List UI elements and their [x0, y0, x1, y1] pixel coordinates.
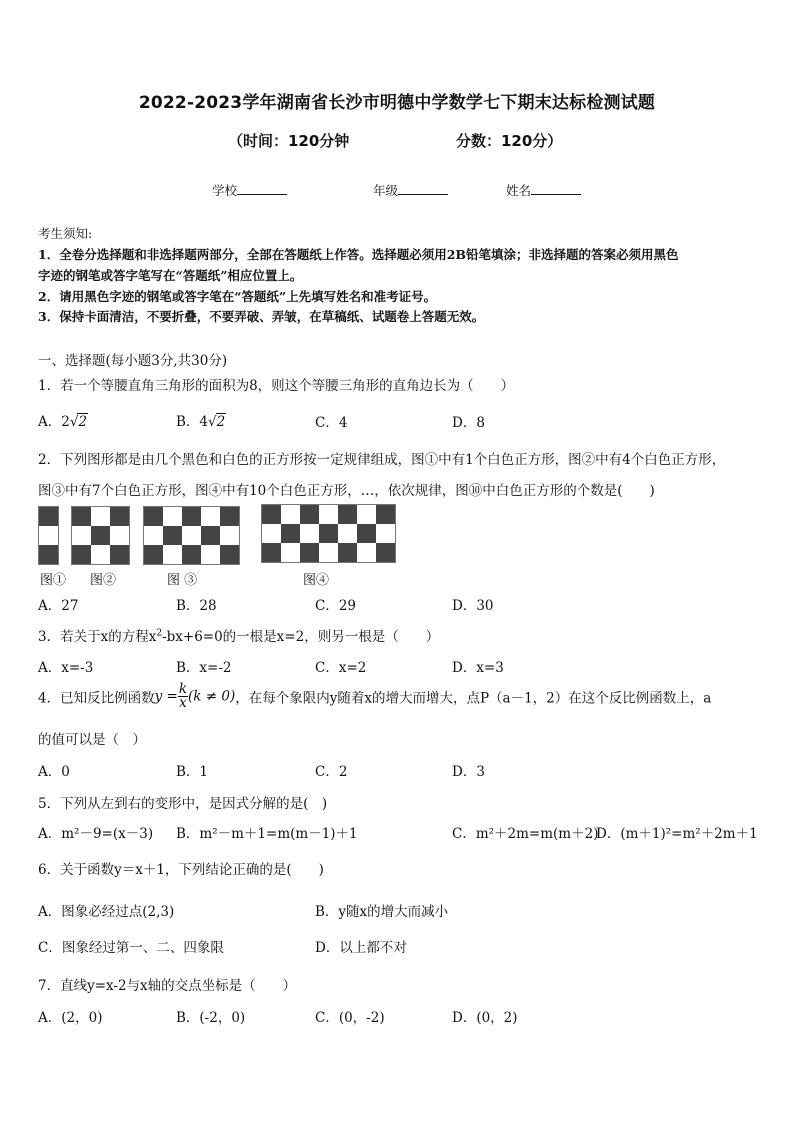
white-square — [220, 526, 239, 545]
q4-y: y = — [154, 688, 178, 705]
black-square — [182, 507, 201, 526]
white-square — [163, 507, 182, 526]
white-square — [281, 543, 300, 562]
q3-option-b: B．x=-2 — [176, 660, 232, 676]
white-square — [338, 524, 357, 543]
white-square — [262, 524, 281, 543]
q6-stem: 6．关于函数y＝x＋1，下列结论正确的是( ) — [38, 862, 324, 878]
notice-item-1-cont: 字迹的钢笔或答字笔写在“答题纸”相应位置上。 — [38, 268, 303, 283]
q4-stem-b: ，在每个象限内y随着x的增大而增大，点P（a－1，2）在这个反比例函数上，a — [235, 690, 712, 707]
black-square — [338, 505, 357, 524]
figure-3 — [143, 506, 240, 565]
q1-stem: 1．若一个等腰直角三角形的面积为8，则这个等腰三角形的直角边长为（ ） — [38, 378, 515, 394]
black-square — [72, 545, 91, 564]
figure-3-label: 图 ③ — [167, 573, 198, 588]
white-square — [319, 505, 338, 524]
q7-stem: 7．直线y=x-2与x轴的交点坐标是（ ） — [38, 978, 297, 994]
black-square — [220, 507, 239, 526]
figure-1 — [38, 506, 59, 565]
grade-label: 年级 — [373, 183, 399, 198]
figure-4-label: 图④ — [303, 573, 330, 588]
q3-stem — [38, 625, 439, 645]
q5-option-c: C．m²＋2m=m(m＋2) — [452, 826, 599, 842]
q1-b-coef: B．4 — [176, 414, 209, 430]
name-label: 姓名 — [506, 183, 532, 198]
white-square — [144, 526, 163, 545]
black-square — [72, 507, 91, 526]
q4-numerator: k — [178, 681, 188, 697]
q5-option-b: B．m²－m＋1=m(m－1)＋1 — [176, 826, 358, 842]
black-square — [110, 507, 129, 526]
q2-option-b: B．28 — [176, 598, 217, 614]
q1-b-radicand: 2 — [216, 414, 226, 430]
white-square — [281, 505, 300, 524]
q2-option-c: C．29 — [315, 598, 357, 614]
q4-option-d: D．3 — [452, 764, 485, 780]
q6-option-d: D．以上都不对 — [315, 940, 407, 956]
white-square — [201, 507, 220, 526]
black-square — [376, 505, 395, 524]
q2-option-d: D．30 — [452, 598, 494, 614]
school-field — [212, 181, 287, 199]
q5-option-d: D．(m＋1)²=m²＋2m＋1 — [596, 826, 758, 842]
q1-a-radicand: 2 — [78, 414, 88, 430]
q5-stem: 5．下列从左到右的变形中，是因式分解的是( ) — [38, 796, 328, 812]
q1-option-a: A．2√2 — [38, 414, 88, 430]
name-blank — [531, 182, 581, 195]
exam-time: （时间：120分钟 — [228, 132, 350, 150]
q3-option-a: A．x=-3 — [38, 660, 94, 676]
grade-field — [373, 181, 448, 199]
q4-denominator: x — [179, 695, 187, 711]
white-square — [110, 526, 129, 545]
q1-option-c: C．4 — [315, 415, 348, 431]
white-square — [91, 507, 110, 526]
white-square — [357, 505, 376, 524]
figure-2-label: 图② — [90, 573, 117, 588]
grade-blank — [398, 182, 448, 195]
q6-option-b: B．y随x的增大而减小 — [315, 904, 449, 920]
black-square — [300, 543, 319, 562]
black-square — [39, 507, 58, 526]
white-square — [72, 526, 91, 545]
q4-option-b: B．1 — [176, 764, 209, 780]
white-square — [201, 545, 220, 564]
black-square — [110, 545, 129, 564]
q3-exponent: 2 — [156, 628, 163, 639]
q4-stem — [38, 683, 711, 710]
q6-option-a: A．图象必经过点(2,3) — [38, 904, 175, 920]
q3-stem-a: 3．若关于x的方程x — [38, 629, 157, 645]
white-square — [163, 545, 182, 564]
black-square — [300, 505, 319, 524]
black-square — [262, 543, 281, 562]
black-square — [144, 545, 163, 564]
notice-item-2: 2．请用黑色字迹的钢笔或答字笔在“答题纸”上先填写姓名和准考证号。 — [38, 289, 437, 304]
white-square — [91, 545, 110, 564]
black-square — [262, 505, 281, 524]
q1-a-coef: A．2 — [38, 414, 70, 430]
white-square — [39, 526, 58, 545]
figure-4 — [261, 504, 396, 563]
section-heading: 一、选择题(每小题3分,共30分) — [38, 353, 228, 369]
q2-stem-line1: 2．下列图形都是由几个黑色和白色的正方形按一定规律组成，图①中有1个白色正方形，图②中有4个白色正方形， — [38, 452, 726, 468]
white-square — [357, 543, 376, 562]
q7-option-b: B．(-2，0) — [176, 1010, 246, 1026]
black-square — [182, 545, 201, 564]
white-square — [376, 524, 395, 543]
q3-option-c: C．x=2 — [315, 660, 367, 676]
q3-option-d: D．x=3 — [452, 660, 504, 676]
q7-option-c: C．(0，-2) — [315, 1010, 385, 1026]
q4-option-c: C．2 — [315, 764, 348, 780]
school-blank — [237, 182, 287, 195]
q4-condition: (k ≠ 0) — [188, 688, 236, 705]
white-square — [300, 524, 319, 543]
name-field — [506, 181, 581, 199]
notice-heading: 考生须知: — [38, 226, 93, 241]
black-square — [220, 545, 239, 564]
black-square — [357, 524, 376, 543]
notice-item-1: 1．全卷分选择题和非选择题两部分，全部在答题纸上作答。选择题必须用2B铅笔填涂；非选择题的答案必须用黑色 — [38, 247, 679, 262]
school-label: 学校 — [212, 183, 238, 198]
black-square — [201, 526, 220, 545]
q6-option-c: C．图象经过第一、二、四象限 — [38, 940, 224, 956]
q4-stem-a: 4．已知反比例函数 — [38, 690, 155, 707]
q2-stem-line2: 图③中有7个白色正方形，图④中有10个白色正方形，…，依次规律，图⑩中白色正方形的个数是( ) — [38, 483, 655, 499]
notice-item-3: 3．保持卡面清洁，不要折叠，不要弄破、弄皱，在草稿纸、试题卷上答题无效。 — [38, 309, 485, 324]
black-square — [39, 545, 58, 564]
q5-option-a: A．m²－9=(x－3) — [38, 826, 154, 842]
q7-option-d: D．(0，2) — [452, 1010, 518, 1026]
q2-option-a: A．27 — [38, 598, 79, 614]
black-square — [338, 543, 357, 562]
q4-fraction — [178, 683, 188, 710]
q4-option-a: A．0 — [38, 764, 70, 780]
q1-option-b: B．4√2 — [176, 414, 226, 430]
white-square — [319, 543, 338, 562]
figure-2 — [71, 506, 130, 565]
q1-option-d: D．8 — [452, 415, 485, 431]
q4-stem-line2: 的值可以是（ ） — [38, 732, 146, 748]
black-square — [376, 543, 395, 562]
black-square — [281, 524, 300, 543]
q7-option-a: A．(2，0) — [38, 1010, 103, 1026]
black-square — [91, 526, 110, 545]
page-title: 2022-2023学年湖南省长沙市明德中学数学七下期末达标检测试题 — [138, 93, 656, 113]
black-square — [163, 526, 182, 545]
black-square — [144, 507, 163, 526]
figure-1-label: 图① — [40, 573, 67, 588]
exam-score: 分数：120分） — [456, 132, 563, 150]
q3-stem-b: -bx+6=0的一根是x=2，则另一根是（ ） — [162, 629, 440, 645]
black-square — [319, 524, 338, 543]
white-square — [182, 526, 201, 545]
